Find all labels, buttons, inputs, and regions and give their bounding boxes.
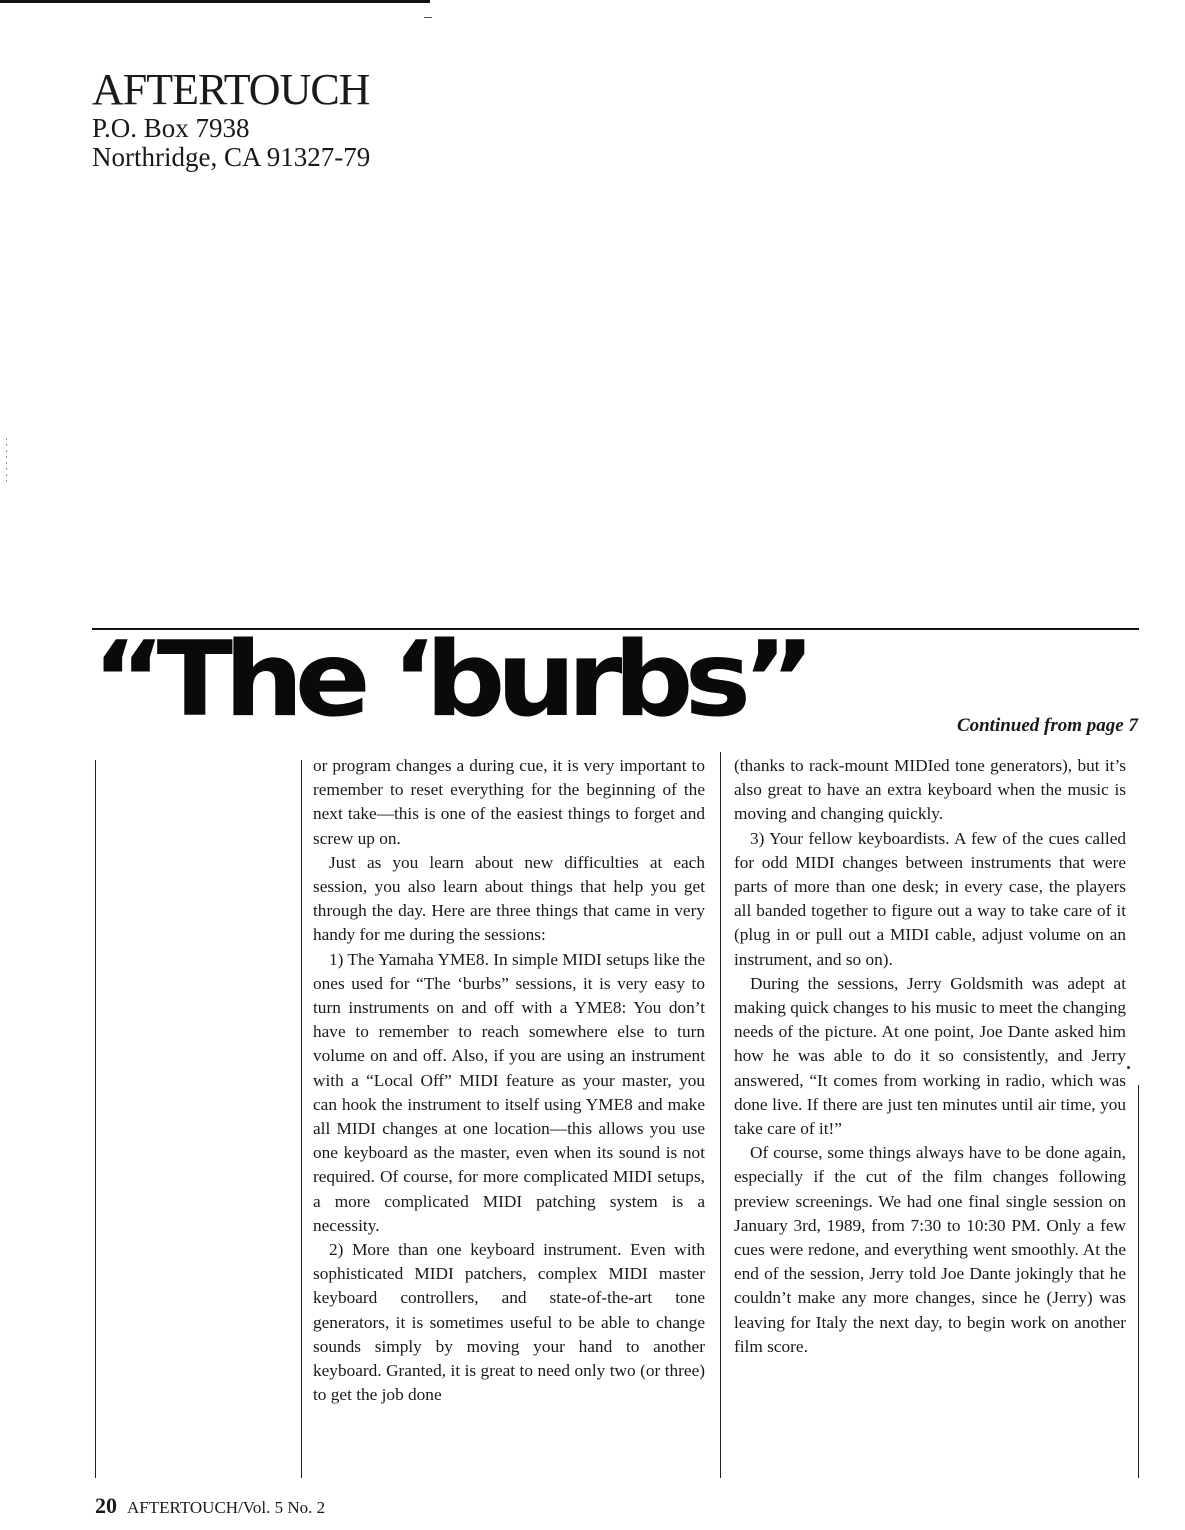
page-footer — [95, 1493, 325, 1519]
article-column-2 — [734, 754, 1126, 1359]
column-rule-center — [720, 752, 721, 1478]
column-rule-left — [301, 760, 302, 1478]
paragraph: 2) More than one keyboard instrument. Even with sophisticated MIDI patchers, complex MIDI master keyboard controllers, and state-of-the-art tone generators, it is sometimes useful to be able to change sounds simply by moving your hand to another keyboard. Granted, it is great to need only two (or three) to get the job done — [313, 1240, 705, 1405]
masthead — [92, 66, 370, 172]
paragraph: (thanks to rack-mount MIDIed tone generators), but it’s also great to have an extra keyboard when the music is moving and changing quickly. — [734, 756, 1126, 824]
address-line-2: Northridge, CA 91327-79 — [92, 142, 371, 172]
left-margin-rule — [95, 760, 96, 1478]
scan-mark — [424, 17, 432, 18]
top-rule — [0, 0, 430, 3]
paragraph: Of course, some things always have to be done again, especially if the cut of the film changes following preview screenings. We had one final single session on January 3rd, 1989, from 7:30 to 10:30 PM. Only a few cues were redone, and everything went smoothly. At the end of the session, Jerry told Joe Dante jokingly that he couldn’t make any more changes, since he (Jerry) was leaving for Italy the next day, to begin work on another film score. — [734, 1143, 1126, 1356]
margin-marks — [6, 438, 7, 483]
paragraph: 1) The Yamaha YME8. In simple MIDI setups like the ones used for “The ‘burbs” sessions, it is very easy to turn instruments on and off with a YME8: You don’t have to remember to reach somewhere else to turn volume on and off. Also, if you are using an instrument with a “Local Off” MIDI feature as your master, you can hook the instrument to itself using YME8 and make all MIDI changes at one location—this allows you use one keyboard as the master, even when its sound is not required. Of course, for more complicated MIDI setups, a more complicated MIDI patching system is a necessity. — [313, 949, 705, 1235]
masthead-title: AFTERTOUCH — [92, 65, 370, 114]
page-number: 20 — [95, 1493, 117, 1518]
article-title: “The ‘burbs” — [92, 620, 807, 741]
address-line-1: P.O. Box 7938 — [92, 113, 250, 143]
continued-note: Continued from page 7 — [956, 715, 1138, 736]
print-speck — [1127, 1066, 1130, 1069]
column-rule-right — [1138, 1085, 1139, 1478]
paragraph: Just as you learn about new difficulties at each session, you also learn about things that help you get through the day. Here are three things that came in very handy for me during the sessions: — [313, 852, 705, 945]
article-column-1 — [313, 754, 705, 1407]
paragraph: During the sessions, Jerry Goldsmith was adept at making quick changes to his music to meet the changing needs of the picture. At one point, Joe Dante asked him how he was able to do it so consistently, and Jerry answered, “It comes from working in radio, which was done live. If there are just ten minutes until air time, you take care of it!” — [734, 973, 1126, 1139]
publication-info: AFTERTOUCH/Vol. 5 No. 2 — [127, 1498, 326, 1517]
paragraph: 3) Your fellow keyboardists. A few of the cues called for odd MIDI changes between instruments that were parts of more than one desk; in every case, the players all banded together to figure out a way to take care of it (plug in or pull out a MIDI cable, adjust volume on an instrument, and so on). — [734, 828, 1126, 969]
paragraph: or program changes a during cue, it is very important to remember to reset everything for the beginning of the next take—this is one of the easiest things to forget and screw up on. — [313, 756, 705, 848]
